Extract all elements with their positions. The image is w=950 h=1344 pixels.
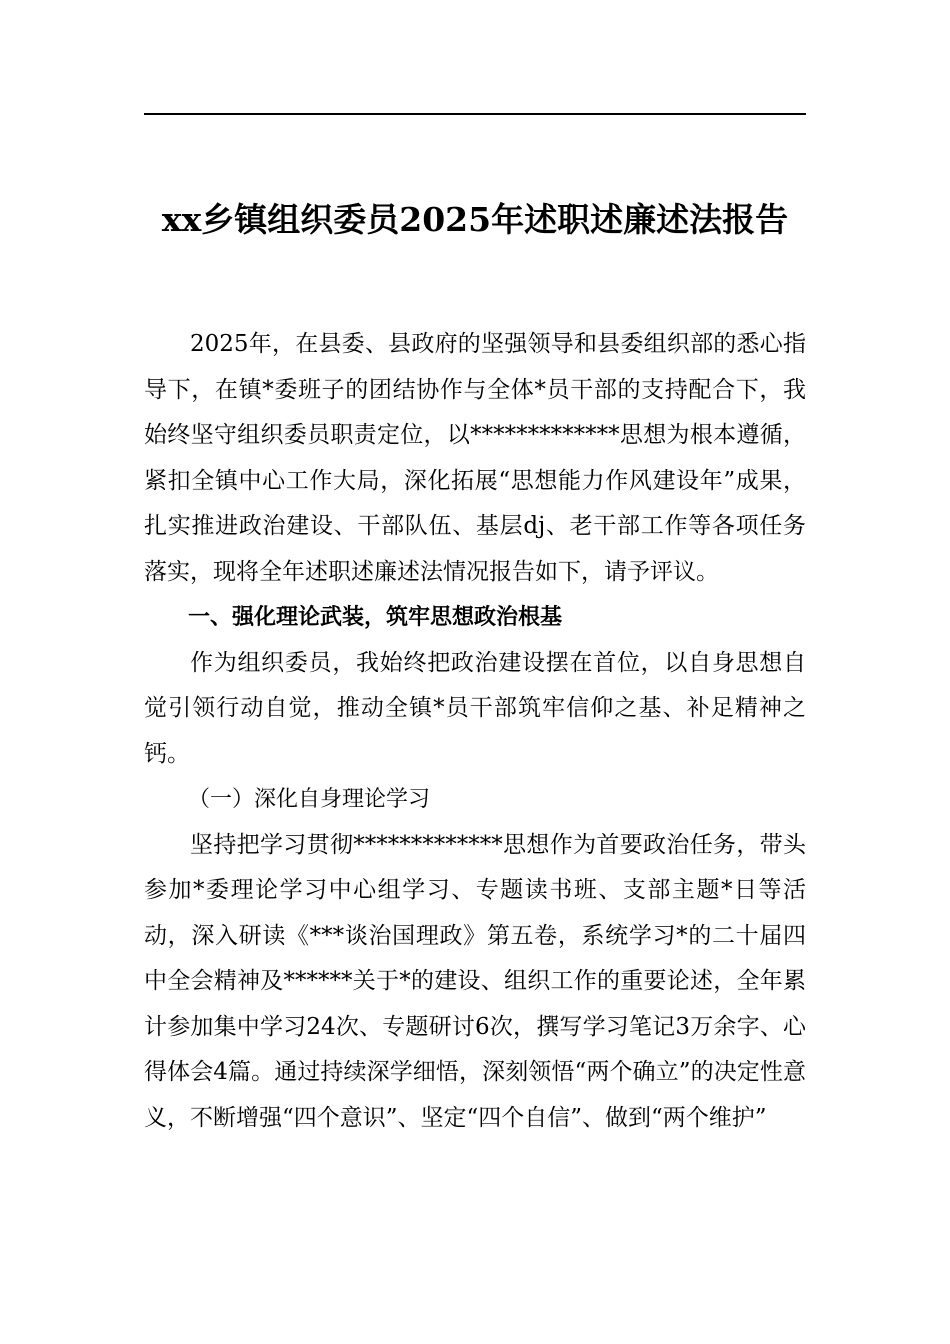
subsection-heading-1: （一）深化自身理论学习 bbox=[188, 787, 431, 812]
intro-paragraph: 2025年，在县委、县政府的坚强领导和县委组织部的悉心指导下，在镇*委班子的团结协作与全体*员干部的支持配合下，我始终坚守组织委员职责定位，以*************思想为根本遵循，紧扣全镇中心工作大局，深化拓展“思想能力作风建设年”成果，扎实推进政治建设、干部队伍、基层dj、老干部工作等各项任务落实，现将全年述职述廉述法情况报告如下，请予评议。 bbox=[144, 331, 806, 585]
header-rule bbox=[144, 113, 806, 115]
document-title: xx乡镇组织委员2025年述职述廉述法报告 bbox=[161, 200, 789, 239]
document-body bbox=[144, 322, 806, 1141]
subsection-1-paragraph: 坚持把学习贯彻*************思想作为首要政治任务，带头参加*委理论学习中心组学习、专题读书班、支部主题*日等活动，深入研读《***谈治国理政》第五卷，系统学习*的二十届四中全会精神及******关于*的建设、组织工作的重要论述，全年累计参加集中学习24次、专题研讨6次，撰写学习笔记3万余字、心得体会4篇。通过持续深学细悟，深刻领悟“两个确立”的决定性意义，不断增强“四个意识”、坚定“四个自信”、做到“两个维护” bbox=[144, 831, 806, 1131]
section-heading-1: 一、强化理论武装，筑牢思想政治根基 bbox=[188, 605, 563, 630]
section-1-paragraph: 作为组织委员，我始终把政治建设摆在首位，以自身思想自觉引领行动自觉，推动全镇*员干部筑牢信仰之基、补足精神之钙。 bbox=[144, 649, 806, 767]
